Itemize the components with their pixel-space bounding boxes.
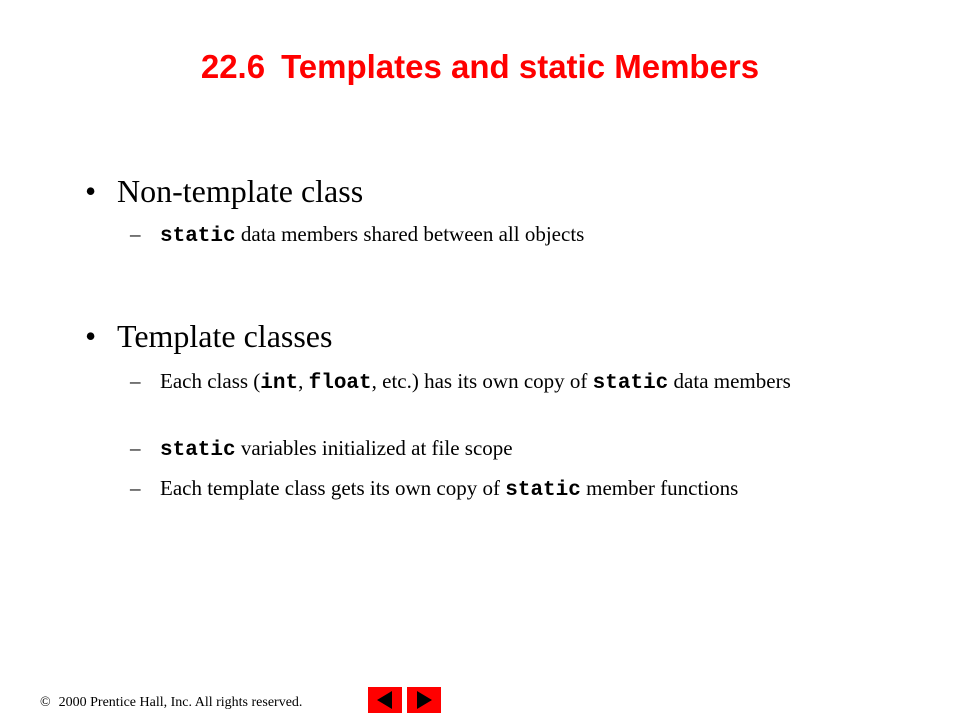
title-text: Templates and static Members: [281, 48, 760, 85]
sub-text-part: , etc.) has its own copy of: [371, 369, 593, 393]
triangle-left-icon: [368, 687, 402, 713]
footer: [40, 695, 302, 711]
sub-text-part: variables initialized at file scope: [235, 436, 513, 460]
footer-text: 2000 Prentice Hall, Inc. All rights reserved.: [58, 695, 303, 710]
sub-text-part: data members shared between all objects: [235, 222, 585, 246]
code-static: static: [160, 225, 236, 248]
next-slide-button[interactable]: [407, 687, 441, 713]
sub-text: [160, 473, 890, 506]
sub-text-part: member functions: [580, 476, 739, 500]
sub-text: [160, 366, 890, 399]
bullet-label: Non-template class: [117, 173, 364, 209]
bullet-non-template-class: [85, 172, 363, 210]
sub-item: [130, 433, 890, 466]
title-number: 22.6: [200, 48, 266, 85]
bullet-dot: •: [85, 173, 97, 209]
sub-item: [130, 473, 890, 506]
sub-dash: –: [130, 222, 141, 246]
sub-text-part: Each template class gets its own copy of: [160, 476, 506, 500]
sub-text-part: Each class (: [160, 369, 261, 393]
sub-text: [160, 433, 890, 466]
code-float: float: [308, 372, 372, 395]
previous-slide-button[interactable]: [368, 687, 402, 713]
code-static: static: [592, 372, 669, 395]
bullet-dot: •: [85, 318, 97, 354]
sub-dash: –: [130, 369, 141, 393]
code-int: int: [260, 372, 299, 395]
bullet-label: Template classes: [117, 318, 333, 354]
copyright-icon: ©: [40, 695, 51, 710]
sub-text: [160, 219, 890, 252]
sub-item: [130, 219, 890, 252]
slide-title: [0, 48, 960, 86]
sub-text-part: ,: [298, 369, 309, 393]
sub-dash: –: [130, 476, 141, 500]
sub-dash: –: [130, 436, 141, 460]
sub-item: [130, 366, 890, 399]
code-static: static: [160, 439, 236, 462]
sub-text-part: data members: [668, 369, 791, 393]
code-static: static: [505, 479, 581, 502]
triangle-right-icon: [407, 687, 441, 713]
bullet-template-classes: [85, 317, 332, 355]
